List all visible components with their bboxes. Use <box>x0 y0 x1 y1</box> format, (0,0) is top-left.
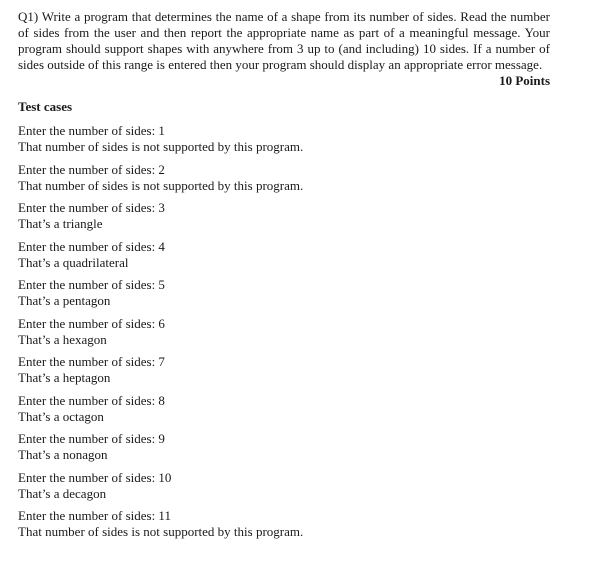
test-case-prompt: Enter the number of sides: 5 <box>18 277 165 292</box>
test-case-output: That number of sides is not supported by this program. <box>18 139 304 154</box>
test-case-prompt: Enter the number of sides: 7 <box>18 354 165 369</box>
test-case-prompt: Enter the number of sides: 11 <box>18 508 171 523</box>
test-case-output: That’s a octagon <box>18 408 104 424</box>
test-case-prompt: Enter the number of sides: 8 <box>18 392 165 408</box>
test-case-6 <box>18 316 550 348</box>
test-case-prompt: Enter the number of sides: 9 <box>18 431 165 446</box>
test-case-11 <box>18 508 550 540</box>
test-case-output: That’s a triangle <box>18 216 103 231</box>
test-case-8 <box>18 393 550 425</box>
test-case-7 <box>18 354 550 386</box>
test-case-9 <box>18 431 550 463</box>
test-case-10 <box>18 470 550 502</box>
test-case-prompt: Enter the number of sides: 3 <box>18 200 165 215</box>
test-case-output: That number of sides is not supported by this program. <box>18 524 304 539</box>
test-case-3 <box>18 200 550 232</box>
test-case-output: That’s a decagon <box>18 485 107 501</box>
test-case-output: That’s a pentagon <box>18 293 111 308</box>
test-case-output: That’s a nonagon <box>18 447 108 462</box>
test-case-prompt: Enter the number of sides: 2 <box>18 161 165 177</box>
test-case-output: That’s a heptagon <box>18 370 111 385</box>
test-case-prompt: Enter the number of sides: 6 <box>18 315 165 331</box>
test-case-2 <box>18 162 550 194</box>
question-text: Q1) Write a program that determines the name of a shape from its number of sides. Read the number of sides from the user and then report the appropriate name as part of a meaningful message. Your program should support shapes with anywhere from 3 up to (and including) 10 sides. If a number of sides outside of this range is entered then your program should display an appropriate error message. <box>18 9 550 72</box>
test-case-prompt: Enter the number of sides: 1 <box>18 123 165 138</box>
question-paragraph <box>18 9 550 88</box>
points-label: 10 Points <box>499 73 550 88</box>
test-case-output: That number of sides is not supported by this program. <box>18 177 304 193</box>
test-case-prompt: Enter the number of sides: 10 <box>18 469 172 485</box>
test-case-1 <box>18 123 550 155</box>
test-case-4 <box>18 239 550 271</box>
test-case-output: That’s a quadrilateral <box>18 254 129 270</box>
test-case-output: That’s a hexagon <box>18 331 107 347</box>
test-case-5 <box>18 277 550 309</box>
test-case-prompt: Enter the number of sides: 4 <box>18 238 165 254</box>
test-cases-heading: Test cases <box>18 99 73 114</box>
